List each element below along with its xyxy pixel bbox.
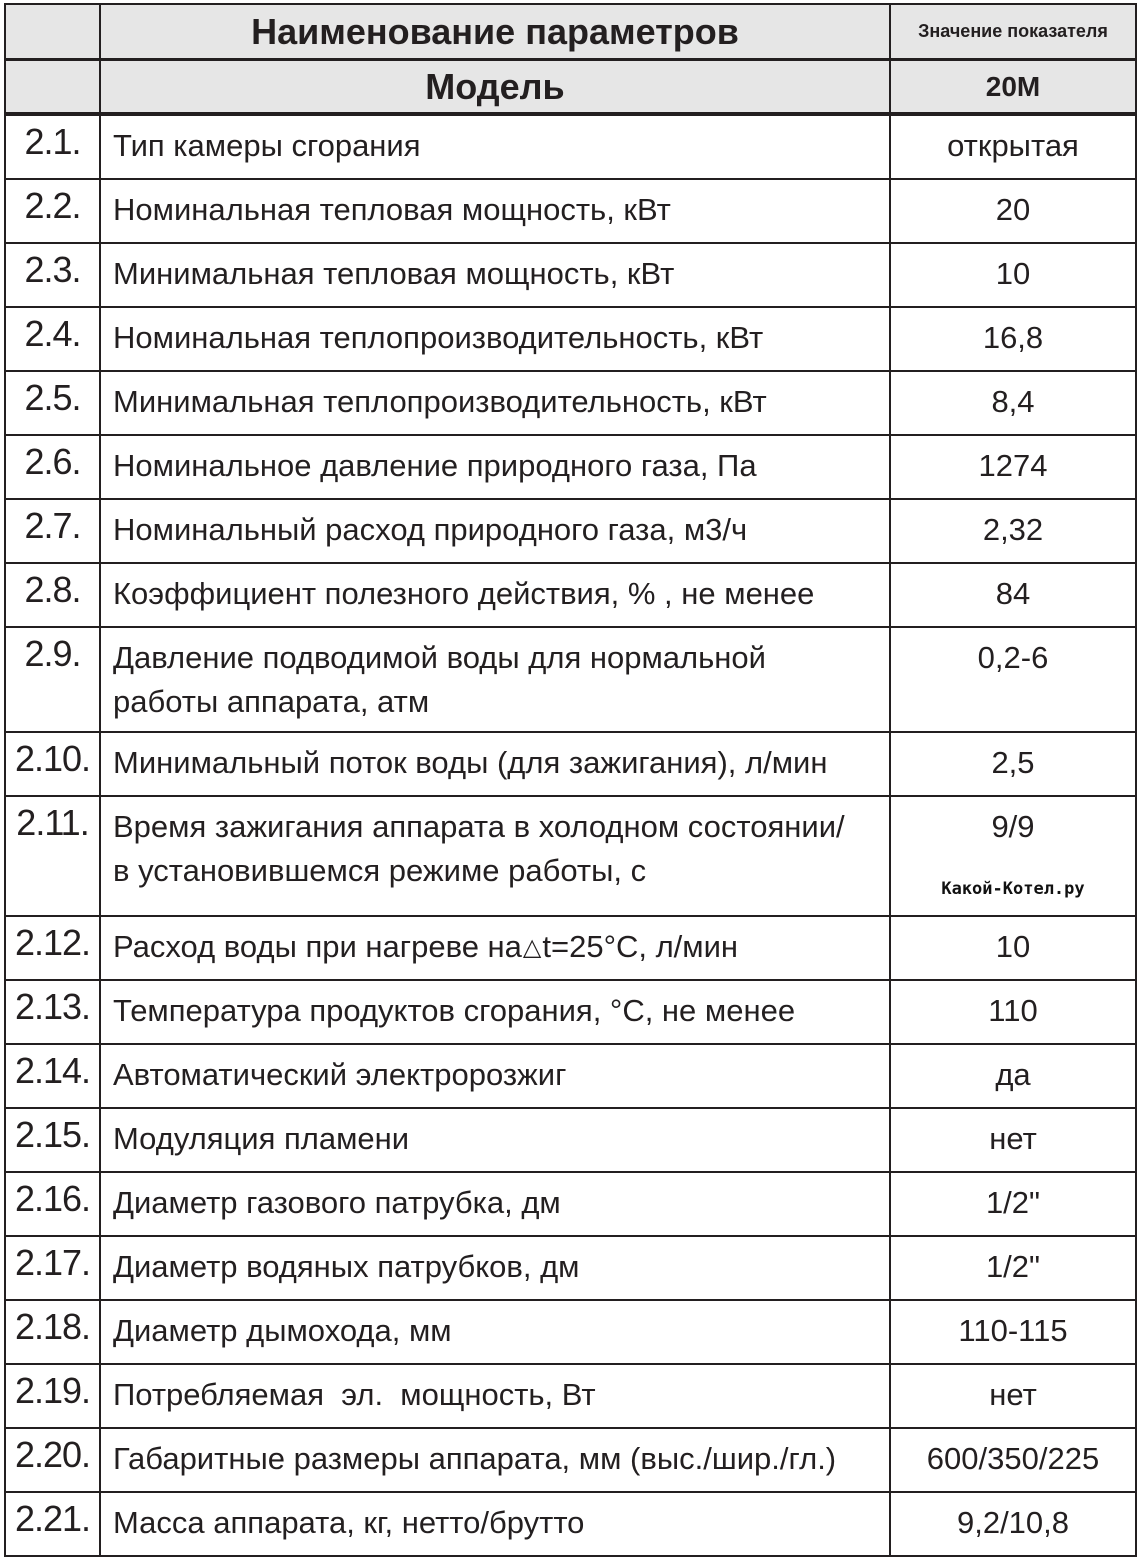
row-number: 2.12. — [5, 916, 100, 980]
table-row — [5, 499, 1136, 563]
row-name: Тип камеры сгорания — [100, 114, 890, 179]
row-number: 2.6. — [5, 435, 100, 499]
row-value: нет — [890, 1364, 1136, 1428]
row-number: 2.8. — [5, 563, 100, 627]
table-row — [5, 732, 1136, 796]
model-num-cell — [5, 60, 100, 115]
row-name: Номинальное давление природного газа, Па — [100, 435, 890, 499]
row-number: 2.9. — [5, 627, 100, 732]
row-name: Масса аппарата, кг, нетто/брутто — [100, 1492, 890, 1556]
table-row — [5, 796, 1136, 916]
row-value: 8,4 — [890, 371, 1136, 435]
table-row — [5, 435, 1136, 499]
row-number: 2.19. — [5, 1364, 100, 1428]
row-name: Номинальный расход природного газа, м3/ч — [100, 499, 890, 563]
row-number: 2.2. — [5, 179, 100, 243]
row-number: 2.5. — [5, 371, 100, 435]
row-value: 1/2" — [890, 1172, 1136, 1236]
row-value: 1/2" — [890, 1236, 1136, 1300]
table-row — [5, 1364, 1136, 1428]
row-value: 2,5 — [890, 732, 1136, 796]
row-name-line: Давление подводимой воды для нормальной — [113, 640, 766, 675]
delta-icon: △ — [522, 934, 542, 961]
row-name: Потребляемая эл. мощность, Вт — [100, 1364, 890, 1428]
row-value: нет — [890, 1108, 1136, 1172]
row-number: 2.20. — [5, 1428, 100, 1492]
row-value: 110-115 — [890, 1300, 1136, 1364]
row-value: 10 — [890, 243, 1136, 307]
table-row — [5, 563, 1136, 627]
row-name-prefix: Расход воды при нагреве на — [113, 929, 522, 964]
watermark: Какой-Котел.ру — [941, 879, 1085, 899]
row-value: 600/350/225 — [890, 1428, 1136, 1492]
row-name — [100, 916, 890, 980]
table-row — [5, 114, 1136, 179]
row-name-line: работы аппарата, атм — [113, 684, 430, 719]
row-number: 2.15. — [5, 1108, 100, 1172]
row-number: 2.16. — [5, 1172, 100, 1236]
table-row — [5, 1108, 1136, 1172]
row-name: Габаритные размеры аппарата, мм (выс./шир./гл.) — [100, 1428, 890, 1492]
row-number: 2.10. — [5, 732, 100, 796]
row-number: 2.14. — [5, 1044, 100, 1108]
row-name: Автоматический электророзжиг — [100, 1044, 890, 1108]
row-name — [100, 627, 890, 732]
row-name: Температура продуктов сгорания, °C, не менее — [100, 980, 890, 1044]
row-value: 110 — [890, 980, 1136, 1044]
row-value: 10 — [890, 916, 1136, 980]
row-value: 84 — [890, 563, 1136, 627]
row-number: 2.21. — [5, 1492, 100, 1556]
table-row — [5, 980, 1136, 1044]
parameters-table — [4, 3, 1137, 1557]
table-row — [5, 243, 1136, 307]
table-row — [5, 371, 1136, 435]
row-number: 2.3. — [5, 243, 100, 307]
row-name: Минимальный поток воды (для зажигания), л/мин — [100, 732, 890, 796]
row-name: Минимальная тепловая мощность, кВт — [100, 243, 890, 307]
row-name: Минимальная теплопроизводительность, кВт — [100, 371, 890, 435]
table-row — [5, 179, 1136, 243]
row-number: 2.18. — [5, 1300, 100, 1364]
header-row — [5, 4, 1136, 60]
table-row — [5, 1044, 1136, 1108]
row-name: Коэффициент полезного действия, % , не менее — [100, 563, 890, 627]
table-row — [5, 1428, 1136, 1492]
header-num-cell — [5, 4, 100, 60]
model-label: Модель — [100, 60, 890, 115]
row-number: 2.11. — [5, 796, 100, 916]
row-name — [100, 796, 890, 916]
row-name: Диаметр водяных патрубков, дм — [100, 1236, 890, 1300]
row-value: 1274 — [890, 435, 1136, 499]
row-name-suffix: t=25°C, л/мин — [542, 929, 739, 964]
table-row — [5, 1236, 1136, 1300]
row-name-line: в установившемся режиме работы, с — [113, 853, 647, 888]
row-name: Диаметр дымохода, мм — [100, 1300, 890, 1364]
table-row — [5, 307, 1136, 371]
row-value — [890, 796, 1136, 916]
row-value: 9,2/10,8 — [890, 1492, 1136, 1556]
table-row — [5, 1492, 1136, 1556]
header-name: Наименование параметров — [100, 4, 890, 60]
header-value: Значение показателя — [890, 4, 1136, 60]
model-value: 20М — [890, 60, 1136, 115]
row-name: Модуляция пламени — [100, 1108, 890, 1172]
table-row — [5, 1172, 1136, 1236]
row-name: Номинальная тепловая мощность, кВт — [100, 179, 890, 243]
row-number: 2.13. — [5, 980, 100, 1044]
row-number: 2.1. — [5, 114, 100, 179]
row-value: 2,32 — [890, 499, 1136, 563]
row-value: 20 — [890, 179, 1136, 243]
row-value: да — [890, 1044, 1136, 1108]
row-name: Номинальная теплопроизводительность, кВт — [100, 307, 890, 371]
row-number: 2.7. — [5, 499, 100, 563]
model-row — [5, 60, 1136, 115]
row-number: 2.4. — [5, 307, 100, 371]
row-number: 2.17. — [5, 1236, 100, 1300]
row-name-line: Время зажигания аппарата в холодном состоянии/ — [113, 809, 845, 844]
row-value: открытая — [890, 114, 1136, 179]
table-row — [5, 627, 1136, 732]
row-name: Диаметр газового патрубка, дм — [100, 1172, 890, 1236]
row-value-text: 9/9 — [991, 809, 1035, 844]
row-value: 16,8 — [890, 307, 1136, 371]
row-value: 0,2-6 — [890, 627, 1136, 732]
table-row — [5, 916, 1136, 980]
table-row — [5, 1300, 1136, 1364]
